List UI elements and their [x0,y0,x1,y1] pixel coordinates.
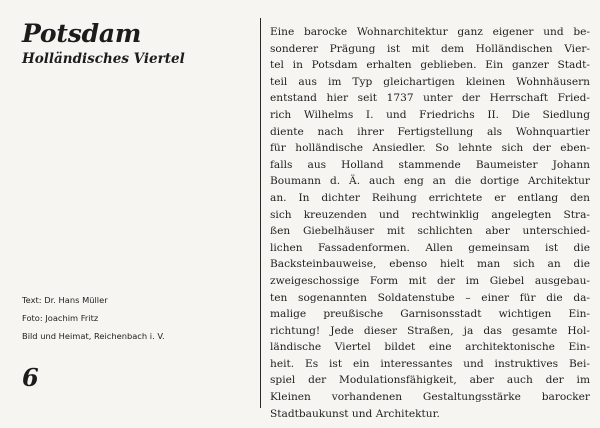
credit-photographer: Foto: Joachim Fritz [22,313,99,323]
body-line: entstand hier seit 1737 unter der Herrschaft Fried- [270,92,590,105]
body-line: ßen Giebelhäuser mit schlichten aber unterschied- [270,225,590,238]
body-line: Kleinen vorhandenen Gestaltungsstärke barocker [270,391,590,404]
body-line: tel in Potsdam erhalten geblieben. Ein ganzer Stadt- [270,59,590,72]
page-subtitle: Holländisches Viertel [22,51,185,67]
body-line: teil aus im Typ gleichartigen kleinen Wohnhäusern [270,75,590,88]
body-line: Backsteinbauweise, ebenso hielt man sich an die [270,258,590,271]
body-line: sonderer Prägung ist mit dem Holländischen Vier- [270,42,590,55]
body-line: malige preußische Garnisonsstadt wichtigen Ein- [270,308,590,321]
body-line: richtung! Jede dieser Straßen, ja das gesamte Hol- [270,324,590,337]
body-line: heit. Es ist ein interessantes und instruktives Bei- [270,357,590,370]
page-title: Potsdam [22,19,142,48]
body-line: diente nach ihrer Fertigstellung als Wohnquartier [270,125,590,138]
body-line: Boumann d. Ä. auch eng an die dortige Architektur [270,175,590,188]
credit-text-author: Text: Dr. Hans Müller [22,295,108,305]
body-line: für holländische Ansiedler. So lehnte sich der eben- [270,142,590,155]
body-line: rich Wilhelms I. und Friedrichs II. Die Siedlung [270,108,590,121]
left-column [22,20,257,415]
column-divider [260,18,261,408]
body-line: an. In dichter Reihung errichtete er entlang den [270,191,590,204]
body-line: Eine barocke Wohnarchitektur ganz eigener und be- [270,26,590,38]
body-line: zweigeschossige Form mit der im Giebel ausgebau- [270,274,590,287]
body-line: Stadtbaukunst und Architektur. [270,407,440,420]
credits-block [22,291,165,345]
body-line: sich kreuzenden und rechtwinklig angelegten Stra- [270,208,590,221]
credit-publisher: Bild und Heimat, Reichenbach i. V. [22,331,165,341]
body-line: ten sogenannten Soldatenstube – einer für die da- [270,291,590,304]
body-text [270,24,590,422]
page-number: 6 [22,363,39,392]
body-line: falls aus Holland stammende Baumeister Johann [270,158,590,171]
body-line: lichen Fassadenformen. Allen gemeinsam ist die [270,241,590,254]
body-line: ländische Viertel bildet eine architektonische Ein- [270,341,590,354]
body-line: spiel der Modulationsfähigkeit, aber auch der im [270,374,590,387]
